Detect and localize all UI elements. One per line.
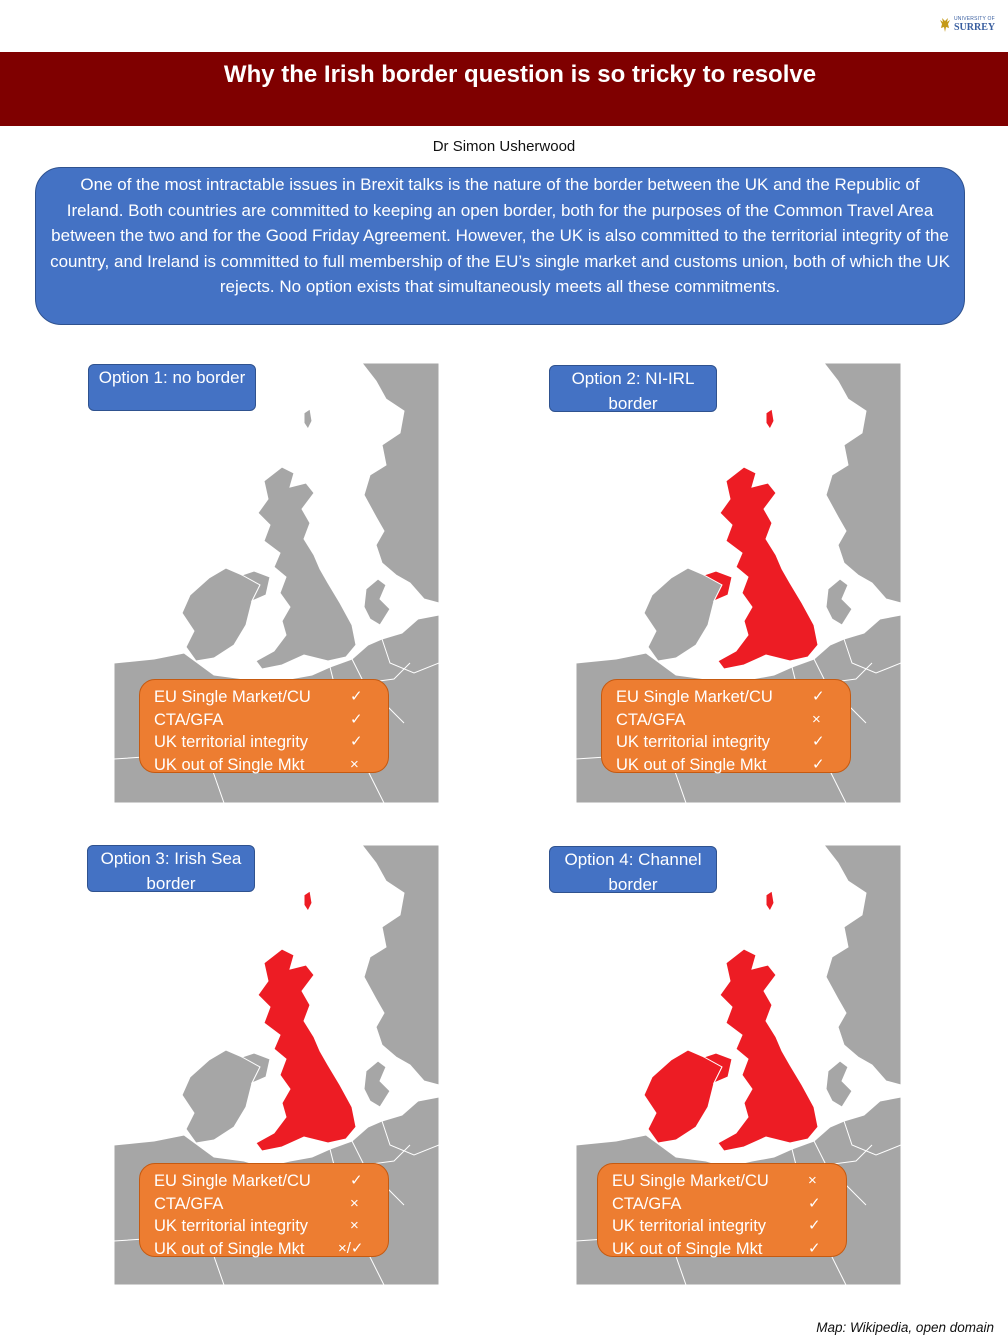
criterion-label: CTA/GFA <box>616 710 686 729</box>
criterion-mark: ✓ <box>808 1217 821 1234</box>
criterion-label: UK territorial integrity <box>612 1217 767 1235</box>
denmark-shape <box>826 1061 852 1107</box>
shetland-shape <box>304 891 312 911</box>
logo-name: SURREY <box>954 22 996 33</box>
gb-shape <box>718 949 818 1151</box>
criterion-row <box>154 1215 388 1238</box>
gb-shape <box>256 467 356 669</box>
title-bar <box>0 52 1008 126</box>
map-credit: Map: Wikipedia, open domain <box>816 1320 994 1335</box>
criterion-row <box>154 754 388 777</box>
criterion-row <box>154 1238 388 1261</box>
option-1-label: Option 1: no border <box>88 364 256 411</box>
criterion-label: CTA/GFA <box>612 1194 682 1213</box>
denmark-shape <box>364 579 390 625</box>
scandinavia-shape <box>362 845 439 1085</box>
denmark-shape <box>364 1061 390 1107</box>
criterion-mark: ✓ <box>812 755 825 773</box>
criterion-row <box>616 709 850 732</box>
criterion-label: UK out of Single Mkt <box>154 755 305 774</box>
shetland-shape <box>304 409 312 429</box>
author: Dr Simon Usherwood <box>432 138 576 155</box>
criterion-row <box>154 1193 388 1216</box>
criterion-label: CTA/GFA <box>154 710 224 729</box>
scandinavia-shape <box>824 363 901 603</box>
denmark-shape <box>826 579 852 625</box>
criterion-label: EU Single Market/CU <box>616 688 773 706</box>
ireland-shape <box>644 568 722 661</box>
option-1-checklist <box>139 679 389 773</box>
option-2-checklist <box>601 679 851 773</box>
option-3-label: Option 3: Irish Sea border <box>87 845 255 892</box>
criterion-label: UK territorial integrity <box>616 733 771 751</box>
scandinavia-shape <box>362 363 439 603</box>
option-4-checklist <box>597 1163 847 1257</box>
criterion-row <box>612 1193 846 1216</box>
criterion-mark: ✓ <box>350 710 363 728</box>
stag-crest-icon <box>938 18 952 34</box>
ireland-shape <box>644 1050 722 1143</box>
criterion-row <box>154 686 388 709</box>
option-2-label: Option 2: NI-IRL border <box>549 365 717 412</box>
criterion-row <box>612 1170 846 1193</box>
page-title: Why the Irish border question is so tricky to resolve <box>223 61 817 88</box>
criterion-row <box>616 731 850 754</box>
criterion-label: CTA/GFA <box>154 1194 224 1213</box>
intro-text-box: One of the most intractable issues in Brexit talks is the nature of the border between the UK and the Republic of Ireland. Both countries are committed to keeping an open border, both for the purposes of the Common Travel Area between the two and for the Good Friday Agreement. However, the UK is also committed to the territorial integrity of the country, and Ireland is committed to full membership of the EU’s single market and customs union, both of which the UK rejects. No option exists that simultaneously meets all these commitments. <box>35 167 965 325</box>
criterion-mark: ✓ <box>350 1172 363 1189</box>
ireland-shape <box>182 568 260 661</box>
shetland-shape <box>766 409 774 429</box>
criterion-mark: ✓ <box>350 733 363 750</box>
criterion-label: EU Single Market/CU <box>154 1172 311 1190</box>
criterion-mark: × <box>350 1217 359 1234</box>
criterion-label: EU Single Market/CU <box>612 1172 769 1190</box>
criterion-row <box>616 754 850 777</box>
ireland-shape <box>182 1050 260 1143</box>
shetland-shape <box>766 891 774 911</box>
gb-shape <box>256 949 356 1151</box>
criterion-row <box>154 731 388 754</box>
criterion-label: UK out of Single Mkt <box>154 1239 305 1258</box>
scandinavia-shape <box>824 845 901 1085</box>
criterion-label: UK territorial integrity <box>154 733 309 751</box>
university-logo <box>938 16 996 38</box>
criterion-mark: × <box>808 1172 817 1189</box>
criterion-row <box>612 1215 846 1238</box>
criterion-mark: ✓ <box>808 1194 821 1212</box>
criterion-mark: × <box>350 755 359 773</box>
criterion-mark: ✓ <box>812 688 825 705</box>
criterion-mark: × <box>812 710 821 728</box>
criterion-mark: ✓ <box>808 1239 821 1257</box>
criterion-row <box>616 686 850 709</box>
gb-shape <box>718 467 818 669</box>
criterion-row <box>154 1170 388 1193</box>
criterion-label: UK out of Single Mkt <box>612 1239 763 1258</box>
criterion-label: UK out of Single Mkt <box>616 755 767 774</box>
criterion-row <box>154 709 388 732</box>
criterion-mark: ✓ <box>350 688 363 705</box>
criterion-row <box>612 1238 846 1261</box>
criterion-mark: ✓ <box>812 733 825 750</box>
criterion-label: EU Single Market/CU <box>154 688 311 706</box>
logo-subtitle: UNIVERSITY OF <box>954 16 995 22</box>
criterion-mark: × <box>350 1194 359 1212</box>
criterion-mark: ×/✓ <box>338 1239 364 1257</box>
option-3-checklist <box>139 1163 389 1257</box>
criterion-label: UK territorial integrity <box>154 1217 309 1235</box>
option-4-label: Option 4: Channel border <box>549 846 717 893</box>
